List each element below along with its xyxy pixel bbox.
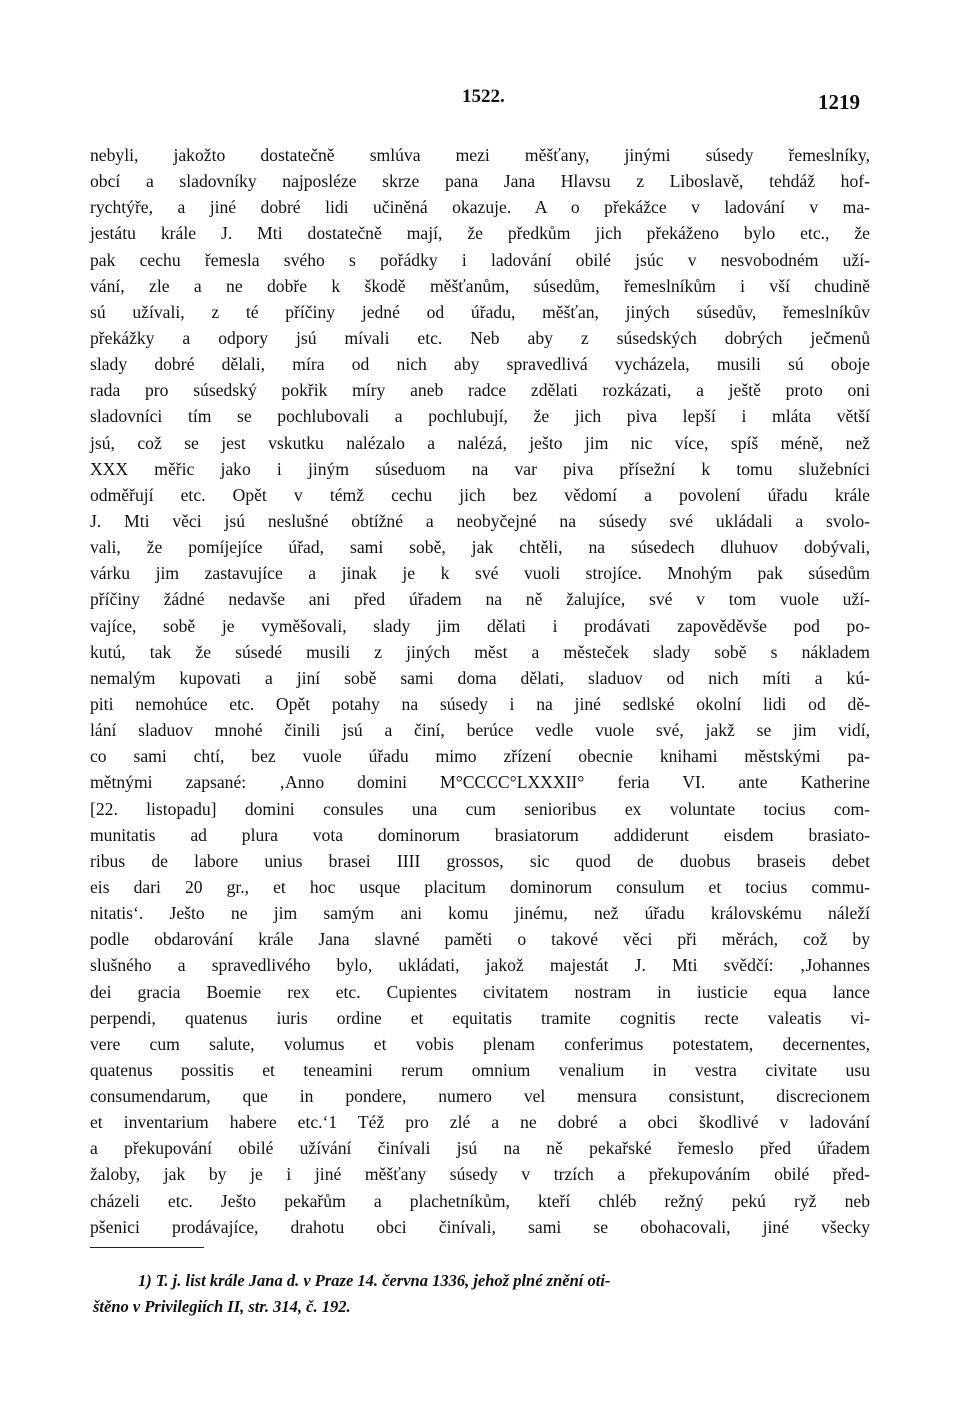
text-line: dei gracia Boemie rex etc. Cupientes civitatem nostram in iusticie equa lance	[90, 981, 870, 1002]
text-line: jestátu krále J. Mti dostatečně mají, že předkům jich překáženo bylo etc., že	[90, 223, 870, 244]
text-line: vere cum salute, volumus et vobis plenam conferimus potestatem, decernentes,	[90, 1033, 870, 1054]
page-number: 1219	[818, 90, 860, 114]
text-line: vajíce, sobě je vyměšovali, slady jim dělati i prodávati zapověděvše pod po-	[90, 615, 870, 636]
text-line: jsú, což se jest vskutku nalézalo a nalézá, ješto jim nic více, spíš méně, než	[90, 432, 870, 453]
text-line: sladovníci tím se pochlubovali a pochlubují, že jich piva lepší i mláta větší	[90, 406, 870, 427]
text-line: pšenici prodávajíce, drahotu obci činívali, sami se obohacovali, jiné všecky	[90, 1216, 870, 1237]
text-line: [22. listopadu] domini consules una cum senioribus ex voluntate tocius com-	[90, 798, 870, 819]
text-line: lání sladuov mnohé činili jsú a činí, berúce vedle vuole své, jakž se jim vidí,	[90, 720, 870, 741]
text-line: perpendi, quatenus iuris ordine et equitatis tramite cognitis recte valeatis vi-	[90, 1007, 870, 1028]
text-line: várku jim zastavujíce a jinak je k své vuoli strojíce. Mnohým pak súsedům	[90, 563, 870, 584]
text-line: J. Mti věci jsú neslušné obtížné a neobyčejné na súsedy své ukládali a svolo-	[90, 510, 870, 531]
text-line: žaloby, jak by je i jiné měšťany súsedy v trzích a překupováním obilé před-	[90, 1164, 870, 1185]
text-line: rada pro súsedský pokřik míry aneb radce zdělati rozkázati, a ještě proto oni	[90, 380, 870, 401]
text-line: překážky a odpory jsú mívali etc. Neb aby z súsedských dobrých ječmenů	[90, 327, 870, 348]
text-line: nemalým kupovati a jiní sobě sami doma dělati, sladuov od nich míti a kú-	[90, 667, 870, 688]
text-line: kutú, tak že súsedé musili z jiných měst a městeček slady sobě s nákladem	[90, 641, 870, 662]
page-header	[0, 86, 960, 118]
text-line: nitatis‘. Ješto ne jim samým ani komu jinému, než úřadu královskému náleží	[90, 903, 870, 924]
footnote-divider	[90, 1247, 204, 1248]
text-line: munitatis ad plura vota dominorum brasiatorum addiderunt eisdem brasiato-	[90, 824, 870, 845]
text-line: vali, že pomíjejíce úřad, sami sobě, jak chtěli, na súsedech dluhuov dobývali,	[90, 537, 870, 558]
text-line: et inventarium habere etc.‘1 Též pro zlé a ne dobré a obci škodlivé v ladování	[90, 1112, 870, 1133]
footnote	[93, 1268, 868, 1320]
text-line: XXX měřic jako i jiným súseduom na var piva přísežní k tomu služebníci	[90, 458, 870, 479]
text-line: mětnými zapsané: ‚Anno domini M°CCCC°LXXXII° feria VI. ante Katherine	[90, 772, 870, 793]
text-line: vání, zle a ne dobře k škodě měšťanům, súsedům, řemeslníkům i vší chudině	[90, 275, 870, 296]
text-line: consumendarum, que in pondere, numero vel mensura consistunt, discrecionem	[90, 1086, 870, 1107]
text-line: co sami chtí, bez vuole úřadu mimo zřízení obecnie knihami městskými pa-	[90, 746, 870, 767]
footnote-line: štěno v Privilegiích II, str. 314, č. 192.	[93, 1297, 351, 1316]
text-line: slušného a spravedlivého bylo, ukládati, jakož majestát J. Mti svědčí: ‚Johannes	[90, 955, 870, 976]
text-line: pak cechu řemesla svého s pořádky i ladování obilé jsúc v nesvobodném uží-	[90, 249, 870, 270]
text-line: podle obdarování krále Jana slavné paměti o takové věci při měrách, což by	[90, 929, 870, 950]
text-line: příčiny žádné nedavše ani před úřadem na ně žalujíce, své v tom vuole uží-	[90, 589, 870, 610]
text-line: quatenus possitis et teneamini rerum omnium venalium in vestra civitate usu	[90, 1059, 870, 1080]
text-line: cházeli etc. Ješto pekařům a plachetníkům, kteří chléb režný pekú ryž neb	[90, 1190, 870, 1211]
footnote-line: 1) T. j. list krále Jana d. v Praze 14. června 1336, jehož plné znění oti-	[138, 1271, 611, 1290]
text-line	[90, 1240, 870, 1266]
text-line: sú užívali, z té příčiny jedné od úřadu, měšťan, jiných súsedův, řemeslníkův	[90, 301, 870, 322]
main-text	[90, 142, 870, 1266]
text-line: piti nemohúce etc. Opět potahy na súsedy i na jiné sedlské okolní lidi od dě-	[90, 693, 870, 714]
text-line: obcí a sladovníky najposléze skrze pana Jana Hlavsu z Liboslavě, tehdáž hof-	[90, 171, 870, 192]
text-line: a překupování obilé užívání činívali jsú na ně pekařské řemeslo před úřadem	[90, 1138, 870, 1159]
year-heading: 1522.	[462, 86, 505, 107]
text-line: eis dari 20 gr., et hoc usque placitum dominorum consulum et tocius commu-	[90, 876, 870, 897]
text-line: odměřují etc. Opět v témž cechu jich bez vědomí a povolení úřadu krále	[90, 484, 870, 505]
text-line: rychtýře, a jiné dobré lidi učiněná okazuje. A o překážce v ladování v ma-	[90, 197, 870, 218]
text-line: ribus de labore unius brasei IIII grossos, sic quod de duobus braseis debet	[90, 850, 870, 871]
text-line: nebyli, jakožto dostatečně smlúva mezi měšťany, jinými súsedy řemeslníky,	[90, 145, 870, 165]
text-line: slady dobré dělali, míra od nich aby spravedlivá vycházela, musili sú oboje	[90, 354, 870, 375]
